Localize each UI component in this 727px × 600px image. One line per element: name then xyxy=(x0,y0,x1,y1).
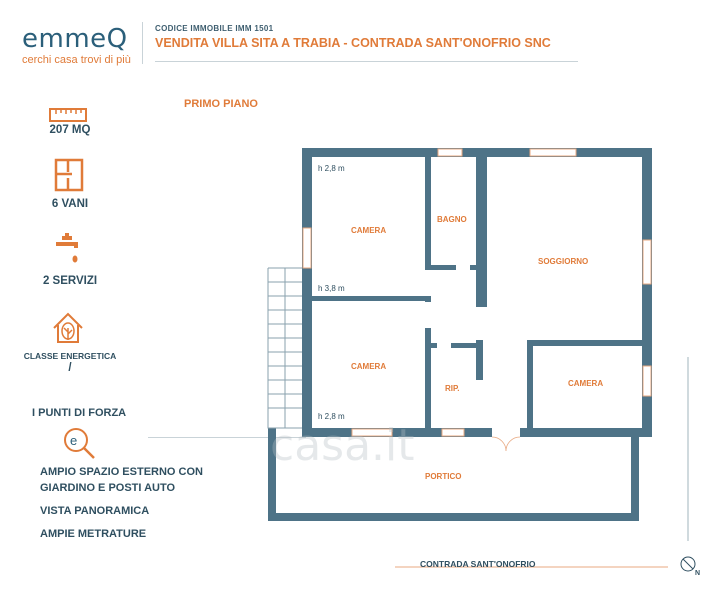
floor-title: PRIMO PIANO xyxy=(184,98,258,110)
stat-area: 207 MQ xyxy=(49,124,91,136)
brand-tagline: cerchi casa trovi di più xyxy=(22,54,131,66)
ceiling-height: h 2,8 m xyxy=(318,412,345,421)
window xyxy=(303,228,311,268)
room-camera: CAMERA xyxy=(568,379,604,388)
ceiling-height: h 3,8 m xyxy=(318,284,345,293)
room-portico: PORTICO xyxy=(425,472,462,481)
wall xyxy=(476,157,487,307)
strengths-title: I PUNTI DI FORZA xyxy=(32,407,127,419)
room-soggiorno: SOGGIORNO xyxy=(538,257,589,266)
wall xyxy=(631,437,639,521)
wall xyxy=(527,340,533,428)
wall xyxy=(302,148,652,157)
north-label: N xyxy=(695,570,701,577)
brand-logo: emmeQ xyxy=(22,24,128,54)
wall xyxy=(268,513,639,521)
window xyxy=(442,429,464,436)
room-camera: CAMERA xyxy=(351,226,387,235)
door-swing xyxy=(492,437,520,451)
watermark: casa.it xyxy=(270,420,415,471)
wall xyxy=(476,340,483,380)
window xyxy=(530,149,576,156)
strength-item: AMPIO SPAZIO ESTERNO CON GIARDINO E POSTI AUTO xyxy=(40,466,203,494)
property-code: CODICE IMMOBILE IMM 1501 xyxy=(155,24,274,33)
page-title: VENDITA VILLA SITA A TRABIA - CONTRADA SANT'ONOFRIO SNC xyxy=(155,36,551,50)
window xyxy=(643,366,651,396)
stat-energy-value: / xyxy=(68,362,72,374)
room-bagno: BAGNO xyxy=(437,215,467,224)
street-label: CONTRADA SANT'ONOFRIO xyxy=(420,559,536,569)
stat-rooms: 6 VANI xyxy=(51,198,89,210)
window xyxy=(643,240,651,284)
svg-text:e: e xyxy=(70,433,78,448)
stat-energy-label: CLASSE ENERGETICA xyxy=(23,351,117,361)
wall xyxy=(302,148,312,437)
room-ripostiglio: RIP. xyxy=(445,384,460,393)
strength-item: VISTA PANORAMICA xyxy=(40,505,150,517)
stat-bathrooms: 2 SERVIZI xyxy=(42,275,98,287)
wall xyxy=(527,340,642,346)
room-camera: CAMERA xyxy=(351,362,387,371)
strength-item: AMPIE METRATURE xyxy=(40,528,147,540)
wall xyxy=(312,296,425,301)
ceiling-height: h 2,8 m xyxy=(318,164,345,173)
window xyxy=(438,149,462,156)
